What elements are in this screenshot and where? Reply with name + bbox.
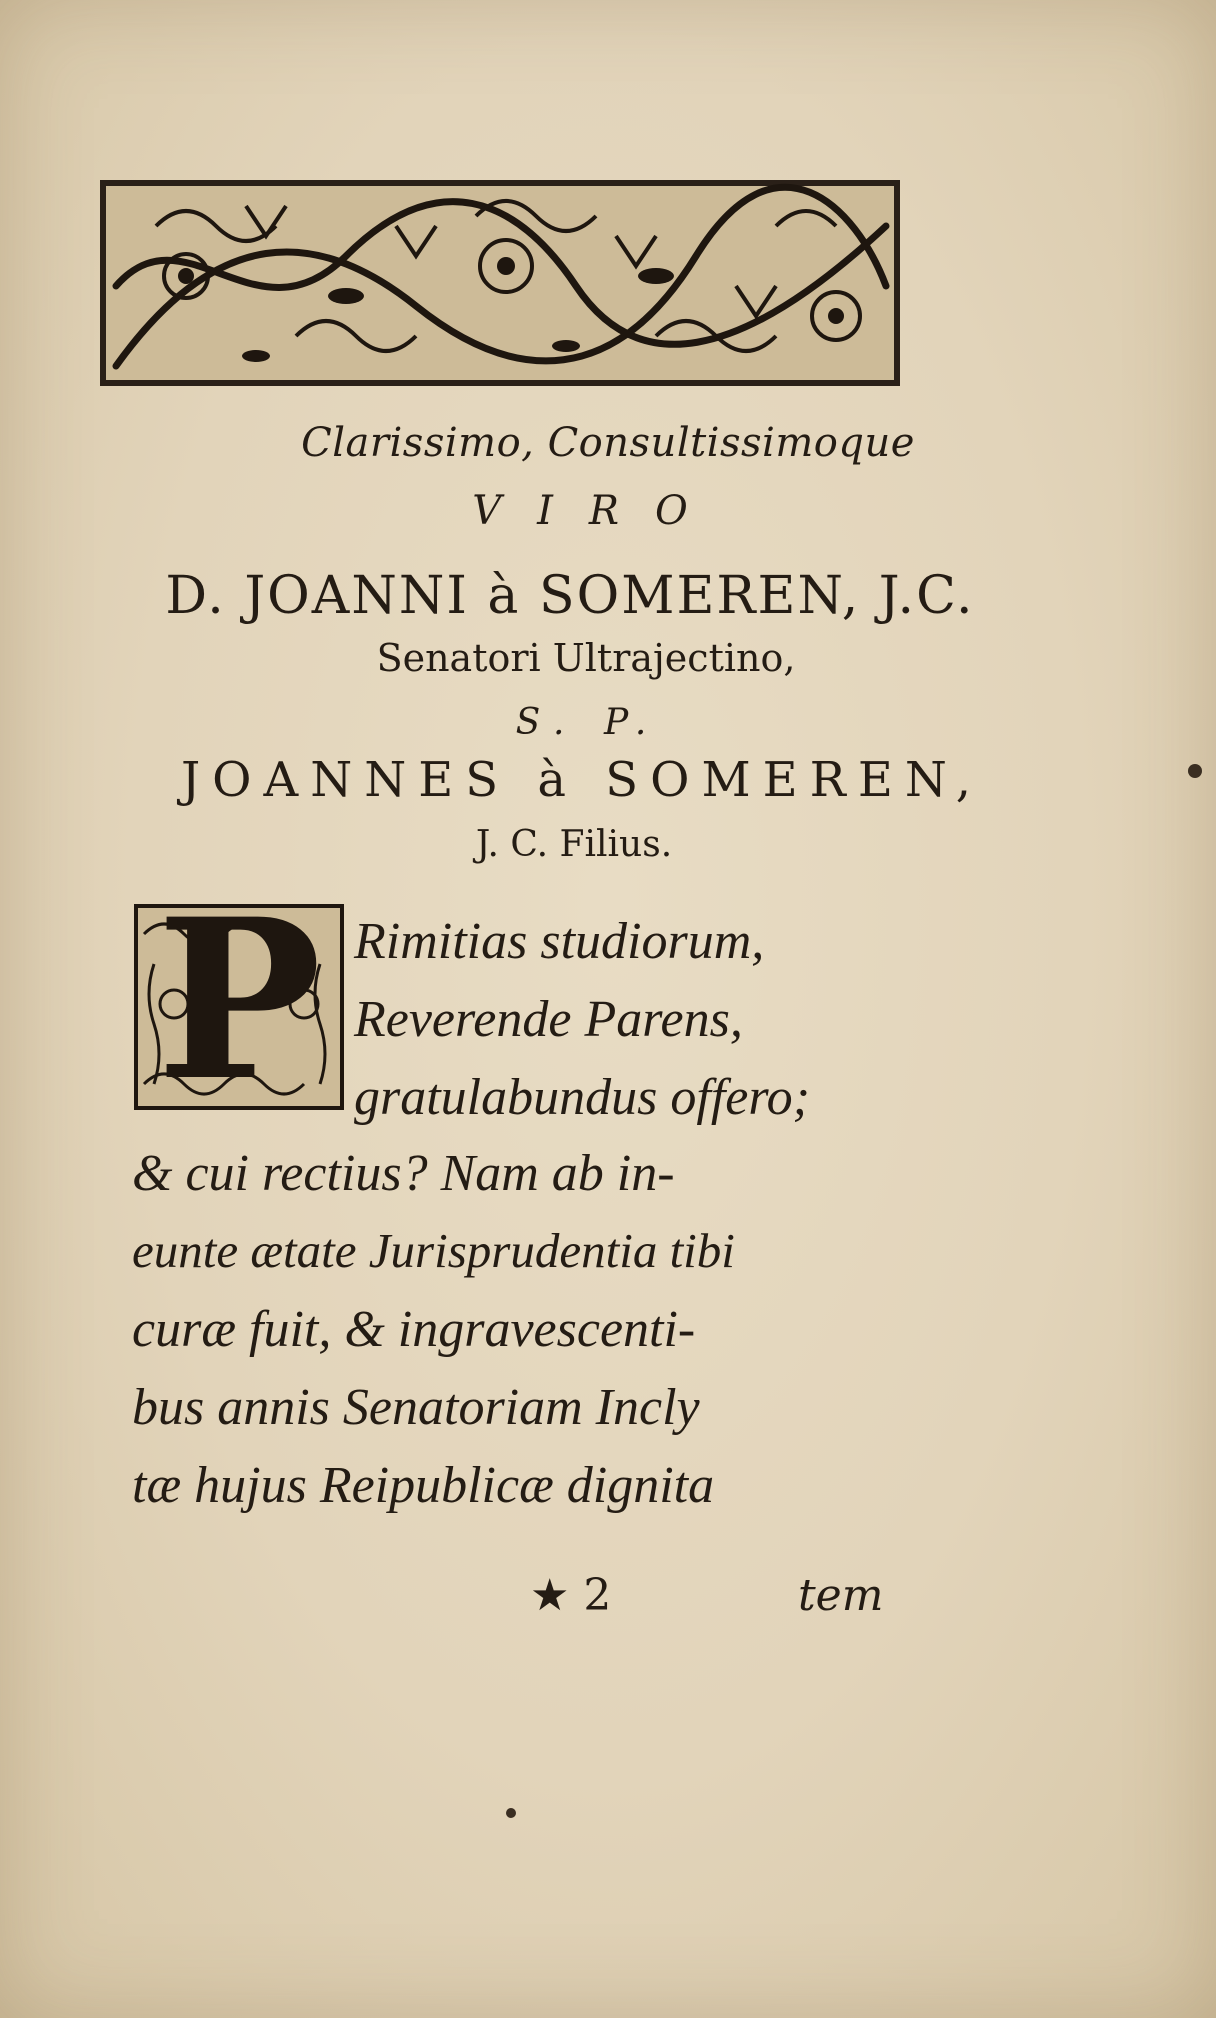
ornamental-drop-cap [134, 870, 344, 1129]
body-line: Rimitias studiorum, [354, 913, 765, 970]
body-line: gratulabundus offero; [354, 1069, 810, 1126]
body-line: bus annis Senatoriam Incly [132, 1379, 700, 1436]
author-title: J. C. Filius. [475, 824, 673, 865]
catchword: tem [798, 1570, 884, 1621]
recipient-office: Senatori Ultrajectino, [376, 636, 796, 680]
body-line: Reverende Parens, [354, 991, 743, 1048]
recipient-name: D. JOANNI à SOMEREN, J.C. [165, 566, 975, 626]
body-line: curæ fuit, & ingravescenti- [132, 1301, 696, 1358]
salutation: S. P. [515, 702, 661, 743]
dedication-line: Clarissimo, Consultissimoque [301, 420, 915, 466]
body-line: eunte ætate Jurisprudentia tibi [132, 1223, 735, 1278]
woodcut-headpiece [96, 166, 908, 396]
ink-spot [506, 1808, 516, 1818]
viro-line: VIRO [472, 488, 724, 534]
body-line: & cui rectius? Nam ab in- [132, 1145, 675, 1202]
ink-spot [1188, 764, 1202, 778]
body-line: tæ hujus Reipublicæ dignita [132, 1457, 715, 1514]
author-name: JOANNES à SOMEREN, [180, 752, 984, 808]
drop-cap-letter: P [156, 870, 322, 1129]
signature-mark: ★ 2 [530, 1570, 612, 1621]
